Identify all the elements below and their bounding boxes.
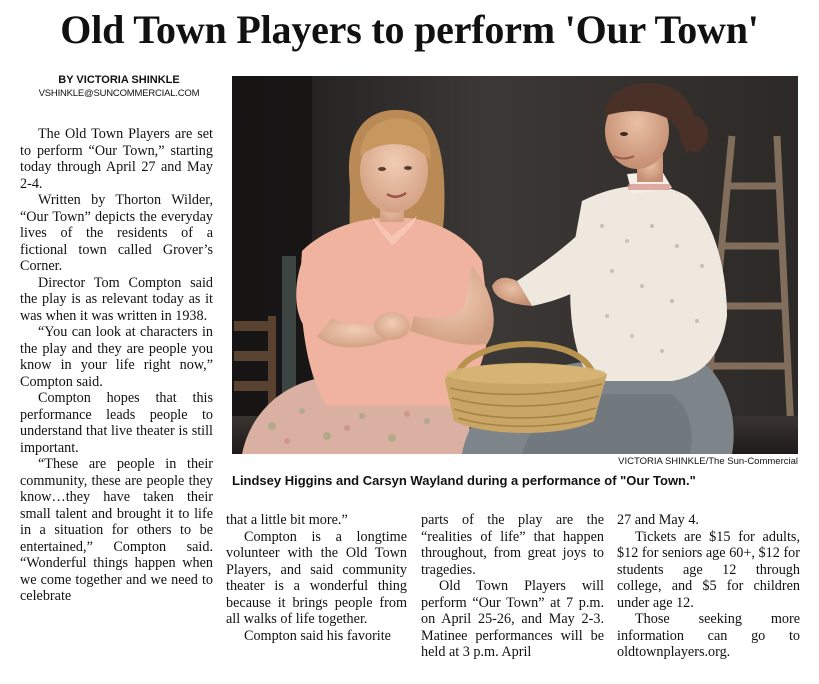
paragraph: Tickets are $15 for adults, $12 for seniors age 60+, $12 for students age 12 through college, and $5 for children under age 12. — [617, 528, 800, 611]
paragraph: Compton hopes that this performance leads people to understand that live theater is still important. — [20, 390, 213, 456]
byline-email: VSHINKLE@SUNCOMMERCIAL.COM — [38, 88, 200, 99]
paragraph: that a little bit more.” — [226, 512, 348, 528]
photo-caption: Lindsey Higgins and Carsyn Wayland during a performance of "Our Town." — [232, 473, 696, 488]
headline: Old Town Players to perform 'Our Town' — [60, 7, 759, 52]
byline-author: BY VICTORIA SHINKLE — [58, 74, 180, 86]
article-column-4 — [617, 512, 800, 672]
article-column-2 — [226, 512, 407, 672]
paragraph: Compton said his favorite — [244, 627, 391, 644]
paragraph: “These are people in their community, these are people they know…they have taken their small talent and brought it to life in a situation for others to be entertained,” Compton said. “Wonderful things happen when we come together and we need to celebrate — [20, 456, 213, 604]
paragraph: Written by Thorton Wilder, “Our Town” depicts the everyday lives of the residents of a fictional town called Grover’s Corner. — [20, 192, 213, 274]
paragraph: Old Town Players will perform “Our Town” at 7 p.m. on April 25-26, and May 2-3. Matinee performances will be held at 3 p.m. April — [421, 578, 604, 660]
paragraph: Director Tom Compton said the play is as relevant today as it was when it was written in 1938. — [20, 274, 213, 324]
photo-credit: VICTORIA SHINKLE/The Sun-Commercial — [618, 456, 798, 467]
byline — [20, 73, 218, 101]
paragraph: “You can look at characters in the play and they are people you know in your life right now,” Compton said. — [20, 324, 213, 390]
paragraph: 27 and May 4. — [617, 512, 699, 528]
paragraph: Compton is a longtime volunteer with the Old Town Players, and said community theater is a wonderful thing because it brings people from all walks of life together. — [226, 528, 407, 627]
photo-illustration — [232, 76, 798, 454]
paragraph: Those seeking more information can go to oldtownplayers.org. — [617, 611, 800, 660]
performance-photo — [232, 76, 798, 454]
paragraph: The Old Town Players are set to perform “Our Town,” starting today through April 27 and May 2-4. — [20, 126, 213, 192]
article-column-3 — [421, 512, 604, 672]
paragraph: parts of the play are the “realities of life” that happen throughout, from great joys to tragedies. — [421, 512, 604, 578]
article-column-1 — [20, 126, 213, 672]
